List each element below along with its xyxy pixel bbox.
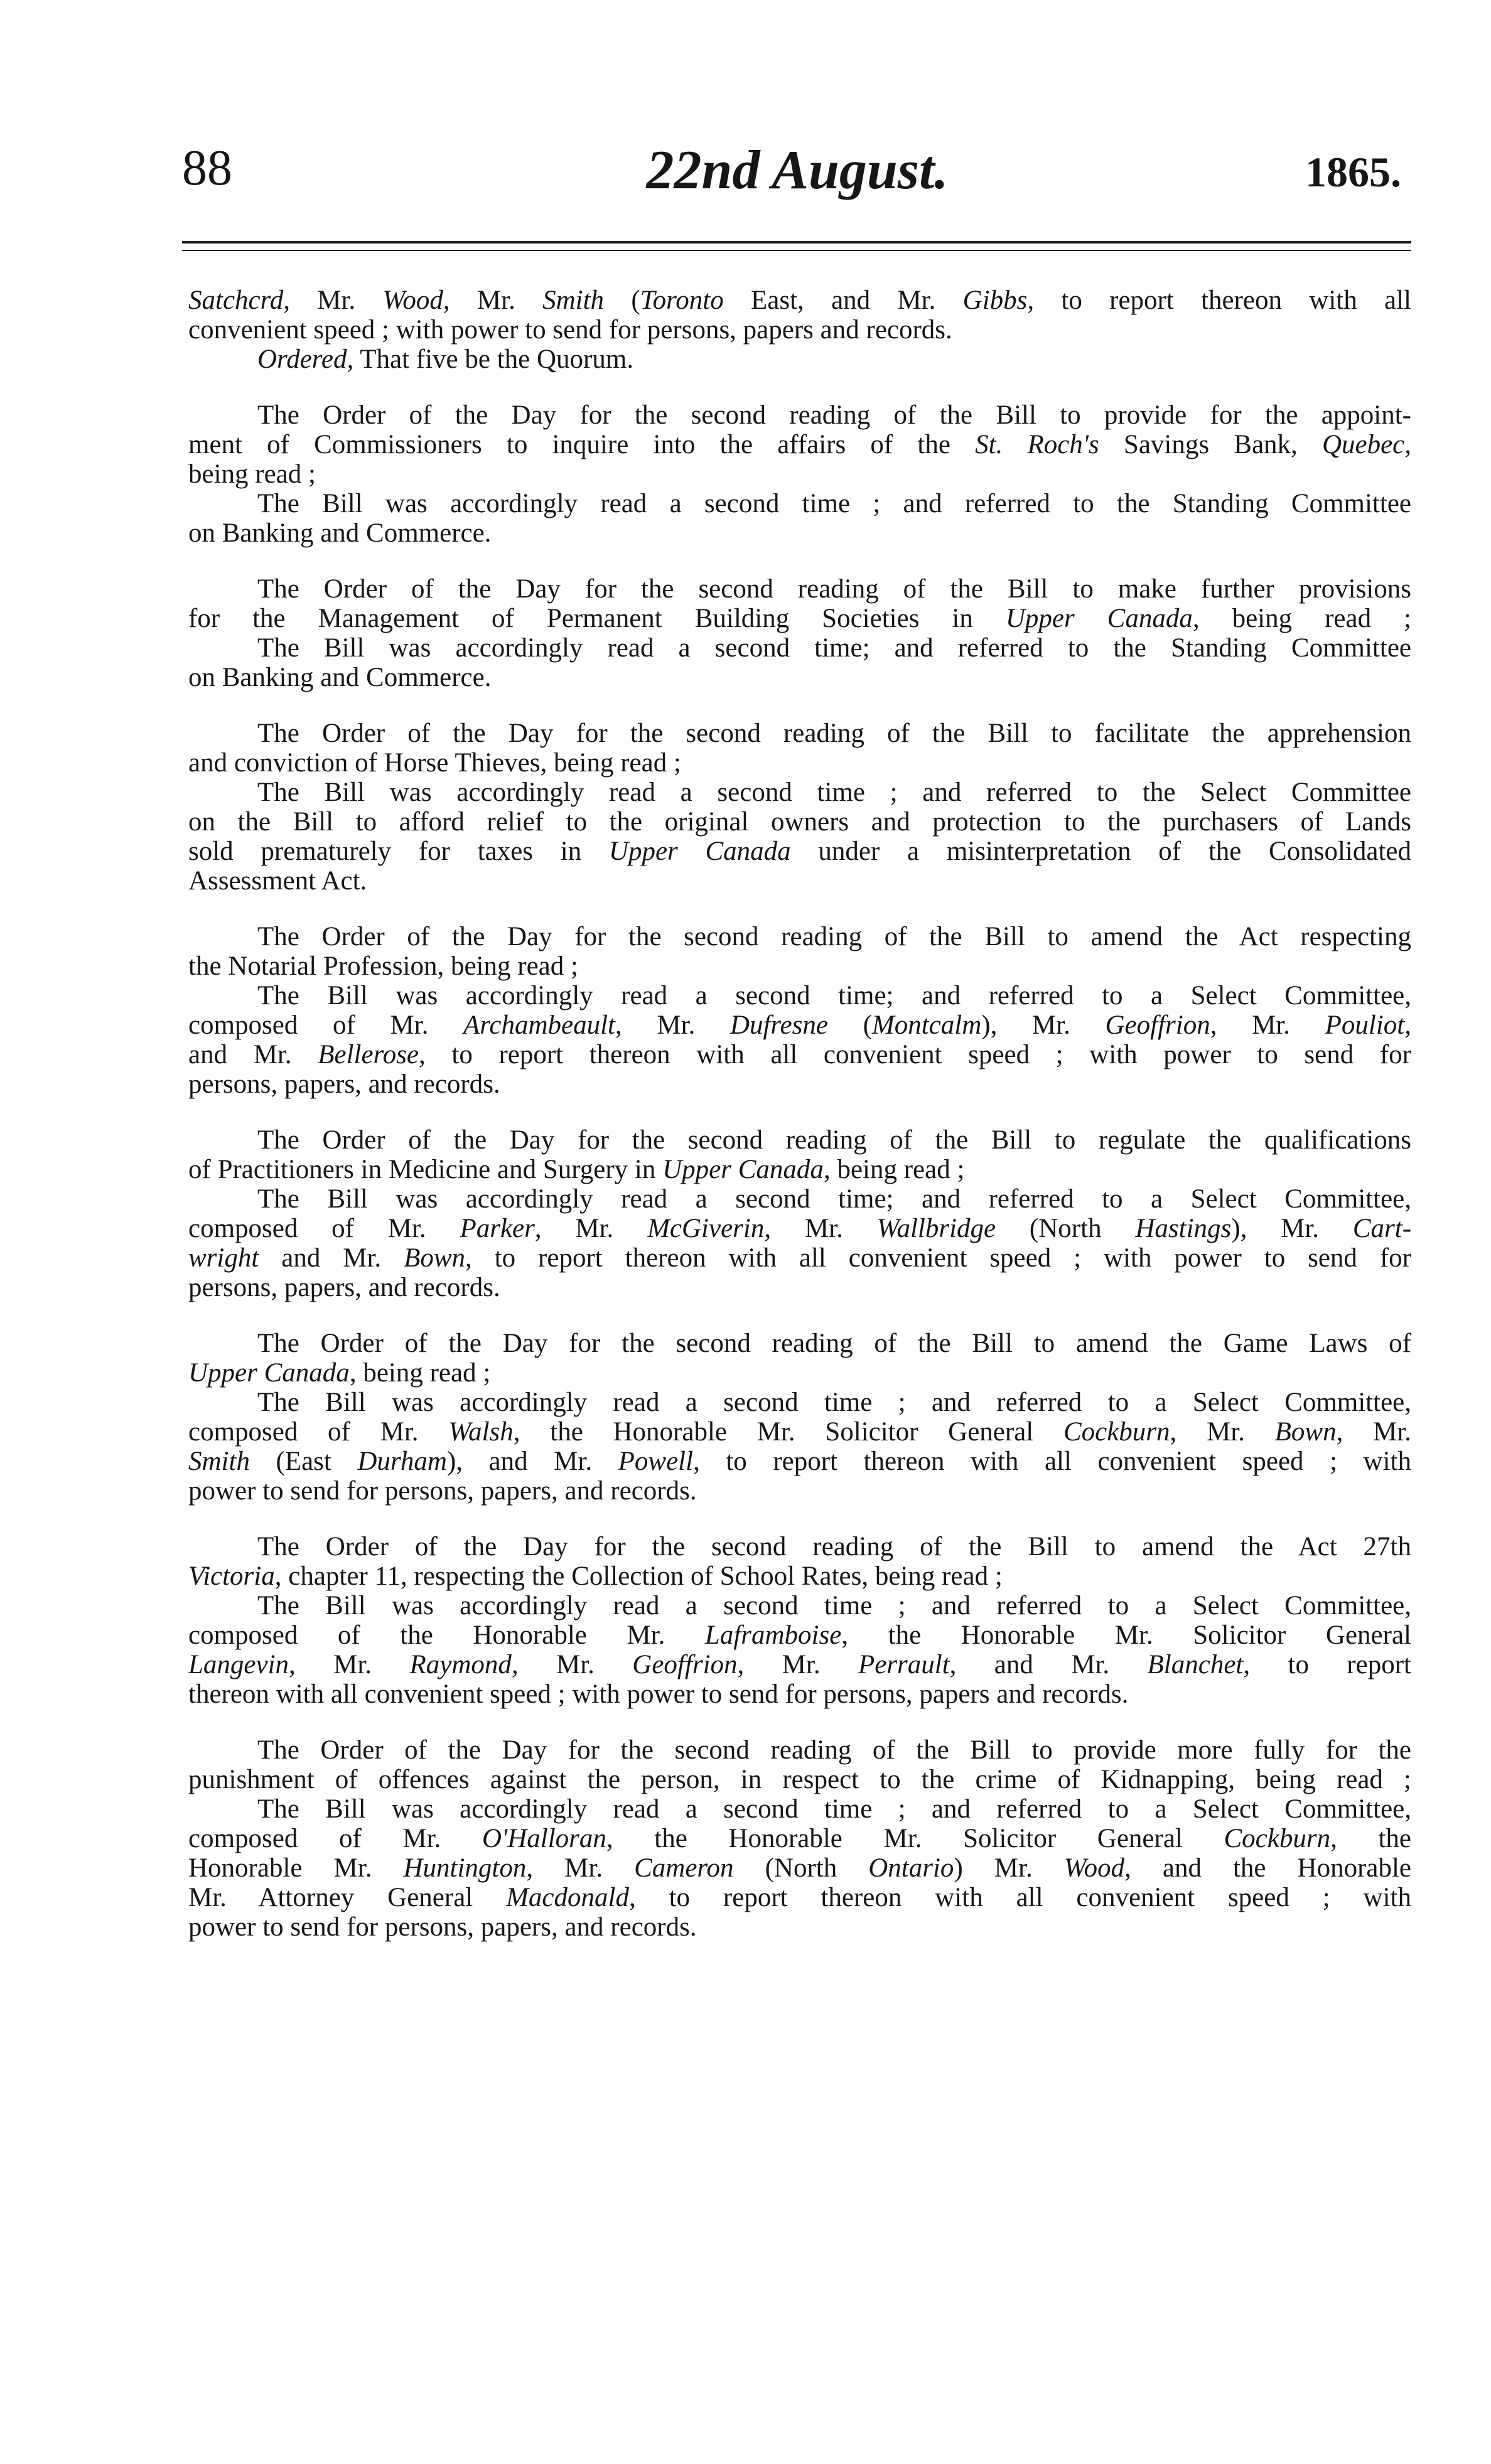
italic-text: Archambeault [463,1010,615,1040]
italic-text: Wallbridge [876,1214,996,1243]
text-run: being read ; [188,459,316,489]
text-line [188,1069,1411,1099]
text-line [188,1532,1411,1561]
journal-entry [188,574,1411,692]
text-run: The Bill was accordingly read a second time ; and referred to a Select Committee, [257,1591,1411,1620]
text-run: ment of Commissioners to inquire into the affairs of the [188,430,976,459]
text-run: The Order of the Day for the second reading of the Bill to facilitate the apprehension [257,719,1411,748]
italic-text: Cockburn [1224,1824,1331,1853]
text-line [188,981,1411,1010]
header-rule-bottom [182,250,1411,251]
italic-text: Cockburn [1063,1417,1170,1447]
text-line [188,1040,1411,1069]
text-run: ), and Mr. [446,1447,618,1476]
text-run: , Mr. [737,1650,858,1679]
text-line [188,489,1411,518]
text-run: composed of the Honorable Mr. [188,1620,705,1650]
italic-text: Gibbs [962,286,1028,315]
text-line [188,459,1411,489]
text-run: and conviction of Horse Thieves, being read ; [188,748,681,778]
text-run: persons, papers, and records. [188,1069,500,1099]
text-line [188,1853,1411,1883]
italic-text: Upper Canada [1005,604,1193,633]
italic-text: Langevin [188,1650,289,1679]
text-run: , the Honorable Mr. Solicitor General [606,1824,1224,1853]
italic-text: Powell [618,1447,694,1476]
text-run: That five be the Quorum. [353,345,634,374]
italic-text: Ontario [868,1853,954,1883]
text-line [188,400,1411,430]
journal-entry [188,400,1411,548]
text-run: punishment of offences against the person, in respect to the crime of Kidnapping, being read ; [188,1765,1411,1794]
italic-text: Smith [542,286,605,315]
italic-text: McGiverin [647,1214,765,1243]
text-line [188,719,1411,748]
text-run: Honorable Mr. [188,1853,404,1883]
text-line [188,1329,1411,1358]
text-run: composed of Mr. [188,1417,449,1447]
italic-text: Bown [404,1243,466,1273]
text-run: composed of Mr. [188,1214,460,1243]
text-run: , to report thereon with all convenient speed ; with power to send for [465,1243,1411,1273]
text-run: convenient speed ; with power to send for persons, papers and records. [188,315,952,345]
text-line [188,1184,1411,1214]
text-run: (North [996,1214,1136,1243]
text-run: The Order of the Day for the second reading of the Bill to provide for the appoint- [257,400,1411,430]
text-run: power to send for persons, papers, and records. [188,1912,697,1942]
text-line [188,1476,1411,1506]
text-line [188,663,1411,692]
text-line [188,1447,1411,1476]
text-run: The Order of the Day for the second reading of the Bill to amend the Game Laws of [257,1329,1411,1358]
text-run: ), Mr. [1231,1214,1353,1243]
text-line [188,1010,1411,1040]
italic-text: Huntington [403,1853,527,1883]
text-run: , Mr. [1170,1417,1275,1447]
text-run: ) Mr. [954,1853,1064,1883]
text-run: East, and Mr. [723,286,963,315]
journal-entry [188,719,1411,896]
text-line [188,1214,1411,1243]
text-run: The Order of the Day for the second reading of the Bill to regulate the qualifications [257,1125,1411,1155]
text-line [188,1273,1411,1302]
text-line [188,1735,1411,1765]
text-run: , being read ; [349,1358,491,1388]
text-line [188,286,1411,315]
italic-text: Quebec, [1321,430,1412,459]
text-run: , the Honorable Mr. Solicitor General [513,1417,1063,1447]
text-line [188,1358,1411,1388]
header-rule-top [182,241,1411,244]
text-line [188,1561,1411,1591]
italic-text: Perrault [858,1650,950,1679]
text-run: and Mr. [188,1040,318,1069]
italic-text: Upper Canada [662,1155,824,1184]
text-run: , the Honorable Mr. Solicitor General [841,1620,1411,1650]
text-run: The Bill was accordingly read a second time ; and referred to a Select Committee, [257,1388,1411,1417]
italic-text: St. Roch's [975,430,1099,459]
italic-text: Durham [357,1447,447,1476]
text-run: , Mr. [1336,1417,1411,1447]
italic-text: Geoffrion [632,1650,738,1679]
text-run: and Mr. [259,1243,404,1273]
text-line [188,778,1411,807]
text-line [188,951,1411,981]
page-header [182,140,1413,218]
text-run: ( [604,286,640,315]
text-line [188,807,1411,837]
text-line [188,430,1411,459]
journal-entry [188,286,1411,374]
italic-text: Upper Canada [608,837,791,866]
italic-text: Blanchet [1147,1650,1244,1679]
text-run: under a misinterpretation of the Consolidated [790,837,1411,866]
text-run: , Mr. [511,1650,633,1679]
text-line [188,1824,1411,1853]
text-run: , the [1330,1824,1411,1853]
italic-text: Geoffrion [1105,1010,1210,1040]
journal-body [188,286,1411,1968]
journal-entry [188,1735,1411,1942]
italic-text: Toronto [640,286,724,315]
text-run: , and Mr. [949,1650,1148,1679]
text-run: power to send for persons, papers, and records. [188,1476,697,1506]
text-line [188,1591,1411,1620]
text-run: , to report thereon with all convenient speed ; with [693,1447,1411,1476]
running-head-year: 1865. [1305,148,1401,196]
text-run: The Bill was accordingly read a second time ; and referred to the Standing Committee [257,489,1411,518]
italic-text: Pouliot, [1325,1010,1411,1040]
text-run: The Bill was accordingly read a second time; and referred to a Select Committee, [257,981,1411,1010]
italic-text: Smith [188,1447,250,1476]
text-run: , to report thereon with all convenient speed ; with [628,1883,1411,1912]
italic-text: Walsh [448,1417,514,1447]
text-run: thereon with all convenient speed ; with power to send for persons, papers and records. [188,1679,1129,1709]
text-run: , chapter 11, respecting the Collection of School Rates, being read ; [274,1561,1003,1591]
text-line [188,1125,1411,1155]
text-line [188,1243,1411,1273]
text-run: Assessment Act. [188,866,367,896]
italic-text: Ordered, [257,345,354,374]
italic-text: Cart- [1352,1214,1412,1243]
text-run: (East [249,1447,358,1476]
italic-text: Raymond [409,1650,512,1679]
text-run: The Order of the Day for the second reading of the Bill to make further provisions [257,574,1411,604]
italic-text: Dufresne [729,1010,828,1040]
text-line [188,922,1411,951]
text-line [188,518,1411,548]
text-line [188,1912,1411,1942]
text-run: , to report thereon with all [1027,286,1411,315]
text-run: , Mr. [443,286,543,315]
text-run: , and the Honorable [1124,1853,1412,1883]
text-run: composed of Mr. [188,1010,463,1040]
italic-text: Hastings [1135,1214,1232,1243]
text-run: The Order of the Day for the second reading of the Bill to provide more fully for the [257,1735,1411,1765]
text-line [188,633,1411,663]
text-run: , being read ; [1192,604,1411,633]
italic-text: Laframboise [704,1620,842,1650]
text-run: composed of Mr. [188,1824,482,1853]
text-run: The Bill was accordingly read a second time; and referred to the Standing Committee [257,633,1411,663]
italic-text: Wood [1063,1853,1125,1883]
text-run: , Mr. [534,1214,648,1243]
journal-entry [188,1125,1411,1302]
text-run: on Banking and Commerce. [188,663,492,692]
text-line [188,574,1411,604]
text-run: The Order of the Day for the second reading of the Bill to amend the Act 27th [257,1532,1411,1561]
italic-text: Macdonald [506,1883,629,1912]
text-line [188,1679,1411,1709]
text-run: (North [733,1853,869,1883]
italic-text: Upper Canada [188,1358,350,1388]
text-run: The Bill was accordingly read a second time ; and referred to the Select Committee [257,778,1411,807]
text-line [188,1417,1411,1447]
running-head-date: 22nd August. [646,140,949,201]
text-line [188,604,1411,633]
text-run: , Mr. [283,286,383,315]
text-line [188,345,1411,374]
italic-text: O'Halloran [482,1824,606,1853]
text-line [188,748,1411,778]
text-line [188,1883,1411,1912]
text-run: sold prematurely for taxes in [188,837,609,866]
text-run: The Bill was accordingly read a second time ; and referred to a Select Committee, [257,1794,1411,1824]
text-run: , Mr. [1210,1010,1325,1040]
text-run: , Mr. [526,1853,635,1883]
text-run: of Practitioners in Medicine and Surgery in [188,1155,663,1184]
text-line [188,1388,1411,1417]
text-run: on Banking and Commerce. [188,518,492,548]
page-number: 88 [182,141,232,196]
text-line [188,1650,1411,1679]
italic-text: Bown [1274,1417,1337,1447]
italic-text: Parker [460,1214,535,1243]
text-run: on the Bill to afford relief to the original owners and protection to the purchasers of Lands [188,807,1411,837]
italic-text: Victoria [188,1561,275,1591]
text-run: Mr. Attorney General [188,1883,507,1912]
text-run: , being read ; [823,1155,965,1184]
text-line [188,1155,1411,1184]
italic-text: Bellerose [318,1040,419,1069]
journal-entry [188,1532,1411,1709]
text-run: Savings Bank, [1099,430,1322,459]
text-run: The Bill was accordingly read a second time; and referred to a Select Committee, [257,1184,1411,1214]
text-run: for the Management of Permanent Building Societies in [188,604,1006,633]
text-run: , Mr. [764,1214,877,1243]
italic-text: Satchcrd [188,286,284,315]
text-line [188,866,1411,896]
text-run: The Order of the Day for the second reading of the Bill to amend the Act respecting [257,922,1411,951]
text-run: ), Mr. [981,1010,1106,1040]
text-line [188,1794,1411,1824]
italic-text: Montcalm [871,1010,982,1040]
text-run: , to report thereon with all convenient speed ; with power to send for [419,1040,1411,1069]
text-run: the Notarial Profession, being read ; [188,951,578,981]
text-run: , Mr. [289,1650,410,1679]
text-run: ( [827,1010,872,1040]
text-line [188,837,1411,866]
journal-entry [188,1329,1411,1506]
text-line [188,1620,1411,1650]
text-line [188,315,1411,345]
text-run: persons, papers, and records. [188,1273,500,1302]
text-run: , to report [1243,1650,1411,1679]
text-line [188,1765,1411,1794]
text-run: , Mr. [615,1010,730,1040]
italic-text: wright [188,1243,259,1273]
italic-text: Cameron [634,1853,734,1883]
italic-text: Wood [382,286,443,315]
journal-entry [188,922,1411,1099]
